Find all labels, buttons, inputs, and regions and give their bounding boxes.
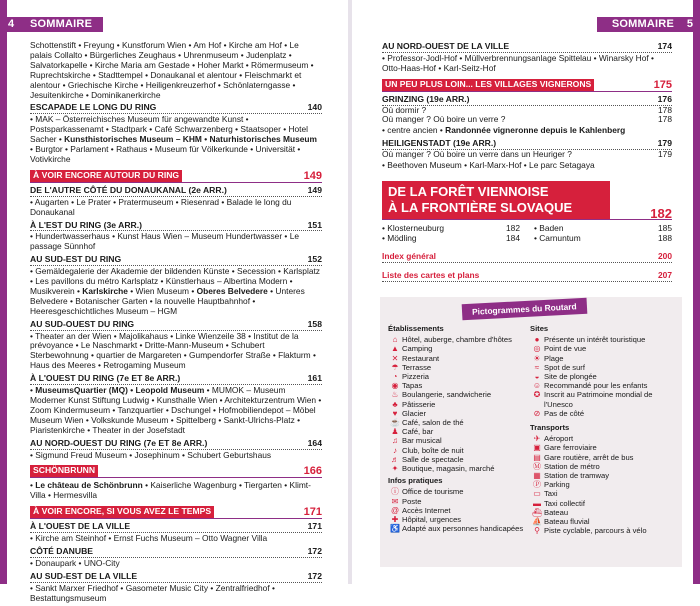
pictogram-item: [388, 487, 538, 496]
pictogram-label: Taxi: [544, 489, 558, 499]
camping-icon: ▲: [391, 344, 399, 354]
beach-icon: ☀: [533, 353, 541, 363]
pictogram-label: Club, boîte de nuit: [402, 445, 464, 455]
bakery-icon: ♨: [391, 390, 399, 400]
sites-title: Sites: [530, 324, 549, 333]
pictogram-item: [388, 372, 538, 381]
pictogram-label: Accès Internet: [402, 505, 451, 515]
pictogram-label: Pâtisserie: [402, 399, 436, 409]
pictogram-item: [530, 517, 680, 526]
toc-entry[interactable]: AU NORD-OUEST DU RING (7e ET 8e ARR.) 164: [30, 437, 322, 448]
pictogram-item: [388, 515, 538, 524]
places-list: [382, 224, 672, 244]
pizza-icon: ◔: [392, 372, 398, 382]
toc-desc: • Beethoven Museum • Karl-Marx-Hof • Le parc Setagaya: [382, 160, 595, 171]
big-section-heading[interactable]: [382, 181, 672, 220]
section-heading[interactable]: À VOIR ENCORE AUTOUR DU RING 149: [30, 170, 322, 183]
toc-entry[interactable]: À L'EST DU RING (3e ARR.) 151: [30, 219, 322, 230]
pictogram-item: [530, 462, 680, 471]
intro-text: Schottenstift • Freyung • Kunstforum Wien • Am Hof • Kirche am Hof • Le palais Collalto • Bürgerliches Zeughaus • Uhrenmuseum • Judenplatz • Salvatorkapelle • Kirche Maria am Gestade • Hoher Markt • Römermuseum • Ruprechtskirche • Stadttempel • Donaukanal et alentour • Fleischmarkt et alentour • Griechische Kirche • Heiligenkreuzerhof • Schönlaterngasse • Jesuitenkirche • Dominikanerkirche: [30, 40, 314, 100]
pictogram-label: Station de tramway: [544, 471, 609, 481]
pictogram-label: Site de plongée: [544, 372, 597, 382]
pictogram-item: [530, 489, 680, 498]
pictogram-label: Recommandé pour les enfants: [544, 381, 648, 391]
section-heading[interactable]: UN PEU PLUS LOIN... LES VILLAGES VIGNERONS 175: [382, 79, 672, 92]
pictogram-item: [530, 480, 680, 489]
pictogram-label: Bateau fluvial: [544, 517, 590, 527]
pictogram-item: [388, 506, 538, 515]
places-col-right: [534, 224, 672, 244]
restaurant-icon: ✕: [391, 353, 399, 363]
right-header-title: SOMMAIRE: [611, 18, 674, 30]
pictogram-label: Adapté aux personnes handicapées: [402, 524, 524, 534]
pictogram-label: Aéroport: [544, 434, 574, 444]
toc-entry[interactable]: AU SUD-EST DU RING 152: [30, 254, 322, 265]
toc-desc: • centre ancien • Randonnée vigneronne depuis le Kahlenberg: [382, 125, 626, 136]
right-contents: [382, 40, 672, 282]
pictogram-item: [388, 446, 538, 455]
terrace-icon: ☂: [391, 362, 399, 372]
tapas-icon: ◉: [391, 381, 399, 391]
no-visit-icon: ⊘: [533, 408, 541, 418]
pictogram-item: [530, 471, 680, 480]
left-color-band: [0, 0, 7, 584]
pictogram-label: Gare routière, arrêt de bus: [544, 452, 634, 462]
bed-icon: ⌂: [392, 335, 398, 345]
toc-entry[interactable]: AU SUD-OUEST DU RING 158: [30, 318, 322, 329]
pictogram-item: [388, 363, 538, 372]
pictogram-label: Pas de côté: [544, 408, 585, 418]
index-link[interactable]: Index général 200: [382, 250, 672, 261]
left-header: [0, 17, 103, 32]
pictogram-label: Spot de surf: [544, 362, 585, 372]
bus-icon: ▤: [533, 452, 541, 462]
section-heading[interactable]: SCHÖNBRUNN 166: [30, 465, 322, 478]
transport-title: Transports: [530, 423, 570, 433]
cafe-icon: ☕: [390, 418, 400, 428]
pictogram-item: [388, 354, 538, 363]
club-icon: ♪: [393, 445, 397, 455]
pictogram-col-left: [388, 324, 538, 533]
maps-list-link[interactable]: Liste des cartes et plans 207: [382, 269, 672, 280]
music-bar-icon: ♫: [392, 436, 398, 446]
toc-entry[interactable]: AU NORD-OUEST DE LA VILLE 174: [382, 41, 672, 51]
icecream-icon: ♥: [392, 408, 398, 418]
toc-desc: • Augarten • Le Prater • Pratermuseum • Riesenrad • Balade le long du Donaukanal: [30, 196, 292, 217]
toc-desc: • Sankt Marxer Friedhof • Gasometer Music City • Zentralfriedhof • Bestattungsmuseum: [30, 582, 275, 603]
pictogram-item: [388, 427, 538, 436]
toc-desc: • Professor-Jodl-Hof • Müllverbrennungsanlage Spittelau • Winarsky Hof • Otto-Haas-Hof • Karl-Seitz-Hof: [382, 52, 654, 73]
pictogram-item: [388, 464, 538, 473]
right-color-band: [693, 0, 700, 584]
pictogram-label: Tapas: [402, 381, 423, 391]
pictogram-item: [530, 453, 680, 462]
place-item[interactable]: • Baden 185: [534, 222, 672, 233]
toc-desc: • Donaupark • UNO-City: [30, 557, 120, 568]
taxi-icon: ▭: [533, 489, 541, 499]
left-page: [0, 0, 348, 603]
toc-entry[interactable]: AU SUD-EST DE LA VILLE 172: [30, 570, 322, 581]
shop-icon: ✦: [391, 464, 399, 474]
toc-desc: • Kirche am Steinhof • Ernst Fuchs Museum – Otto Wagner Villa: [30, 532, 268, 543]
pictogram-item: [530, 363, 680, 372]
pictogram-tab: Pictogrammes du Routard: [462, 298, 587, 321]
toc-desc: • MAK – Österreichisches Museum für angewandte Kunst • Postsparkassenamt • Stadtpark • Café Schwarzenberg • Staatsoper • Hotel Sacher • Kunsthistorisches Museum – KHM • Naturhistorisches Museum • Burgtor • Parlament • Rathaus • Museum für Völkerkunde • Universität • Votivkirche: [30, 114, 317, 164]
accessible-icon: ♿: [390, 524, 400, 534]
pictogram-label: Plage: [544, 353, 564, 363]
pictogram-item: [388, 344, 538, 353]
pictogram-label: Camping: [402, 344, 433, 354]
toc-entry[interactable]: CÔTÉ DANUBE 172: [30, 545, 322, 556]
toc-desc: • Hundertwasserhaus • Kunst Haus Wien – Museum Hundertwasser • Le passage Sünnhof: [30, 231, 300, 252]
viewpoint-icon: ◎: [533, 344, 541, 354]
pictogram-label: Boulangerie, sandwicherie: [402, 390, 492, 400]
pastry-icon: ♣: [392, 399, 398, 409]
shared-taxi-icon: ▬: [533, 498, 541, 508]
toc-desc: • Theater an der Wien • Majolikahaus • Linke Wienzeile 38 • Institut de la prévoyance • Le Naschmarkt • Dritte-Mann-Museum • Schubert Sterbewohnung • quartier de Margareten • Gumpendorfer Straße • Flakturm • Haus des Meeres • Retrogaming Museum: [30, 330, 316, 371]
airport-icon: ✈: [533, 434, 541, 444]
pictogram-item: [530, 508, 680, 517]
toc-entry[interactable]: À L'OUEST DU RING (7e ET 8e ARR.) 161: [30, 373, 322, 384]
toc-subline[interactable]: Où manger ? Où boire un verre dans un Heuriger ? 179: [382, 149, 672, 160]
bar-icon: ♟: [391, 427, 399, 437]
tourism-icon: ⓘ: [391, 487, 399, 497]
post-icon: ✉: [391, 496, 399, 506]
pictogram-label: Office de tourisme: [402, 487, 464, 497]
unesco-icon: ✪: [533, 390, 541, 400]
diving-icon: ◒: [534, 372, 540, 382]
left-contents: [30, 40, 322, 606]
pictogram-item: [388, 381, 538, 390]
pictogram-item: [530, 443, 680, 452]
tram-icon: ▦: [533, 471, 541, 481]
pictogram-label: Terrasse: [402, 362, 432, 372]
pictogram-label: Hôpital, urgences: [402, 515, 462, 525]
internet-icon: @: [390, 505, 400, 515]
river-boat-icon: ⛵: [532, 517, 542, 527]
pictogram-item: [530, 344, 680, 353]
pictogram-label: Point de vue: [544, 344, 587, 354]
toc-desc: • Sigmund Freud Museum • Josephinum • Schubert Geburtshaus: [30, 449, 272, 460]
surf-icon: ≈: [534, 362, 540, 372]
pictogram-item: [388, 436, 538, 445]
toc-entry[interactable]: ESCAPADE LE LONG DU RING 140: [30, 102, 322, 113]
train-icon: ▣: [533, 443, 541, 453]
right-header: [597, 17, 700, 32]
toc-subline[interactable]: Où manger ? Où boire un verre ? 178: [382, 114, 672, 125]
big-heading-line1: DE LA FORÊT VIENNOISE: [388, 183, 549, 199]
pictogram-label: Glacier: [402, 408, 427, 418]
pictogram-label: Restaurant: [402, 353, 440, 363]
pictogram-item: [530, 434, 680, 443]
toc-entry[interactable]: À L'OUEST DE LA VILLE 171: [30, 521, 322, 532]
pictogram-item: [388, 390, 538, 399]
big-heading-page: 182: [650, 206, 672, 222]
left-page-number: 4: [8, 18, 15, 30]
pictogram-item: [388, 455, 538, 464]
pictogram-label: Salle de spectacle: [402, 454, 464, 464]
pictogram-label: Bateau: [544, 507, 569, 517]
metro-icon: Ⓜ: [533, 461, 541, 471]
pictogram-label: Boutique, magasin, marché: [402, 464, 495, 474]
toc-subline[interactable]: Où dormir ? 178: [382, 104, 672, 115]
kids-icon: ☺: [532, 381, 542, 391]
sites-list: [530, 335, 680, 418]
concert-icon: ♬: [391, 454, 399, 464]
pictogram-item: [388, 335, 538, 344]
pictogram-item: [388, 409, 538, 418]
info-title: Infos pratiques: [388, 476, 443, 486]
toc-entry[interactable]: GRINZING (19e ARR.) 176: [382, 93, 672, 104]
pictogram-label: Hôtel, auberge, chambre d'hôtes: [402, 335, 512, 345]
toc-desc: • Le château de Schönbrunn • Kaiserliche Wagenburg • Tiergarten • Klimt-Villa • Hermesvilla: [30, 480, 311, 501]
info-list: [388, 487, 538, 533]
section-heading[interactable]: À VOIR ENCORE, SI VOUS AVEZ LE TEMPS 171: [30, 506, 322, 519]
pictogram-label: Présente un intérêt touristique: [544, 335, 646, 345]
pictogram-item: [388, 418, 538, 427]
big-heading-line2: À LA FRONTIÈRE SLOVAQUE: [388, 199, 573, 215]
pictogram-col-right: [530, 324, 680, 535]
pictogram-label: Poste: [402, 496, 422, 506]
pictogram-item: [530, 335, 680, 344]
toc-desc: • Gemäldegalerie der Akademie der bildenden Künste • Secession • Karlsplatz • Les pavillons du métro Karlsplatz • Künstlerhaus – Albertina Modern • Musikverein • Karlskirche • Wien Museum • Oberes Belvedere • Unteres Belvedere • Botanischer Garten • la nouvelle Hauptbahnhof • Heeresgeschichtliches Museum – HGM: [30, 266, 320, 316]
toc-desc: • MuseumsQuartier (MQ) • Leopold Museum • MUMOK – Museum Moderner Kunst Stiftung Ludwig • Kunsthalle Wien • Architekturzentrum Wien • Zoom Kindermuseum • Tanzquartier • Dschungel • Hofmobiliendepot – Möbel Museum Wien • Volkskunde Museum • Spittelberg • Sankt-Ulrichs-Platz • Piaristenkirche • Theater in der Josefstadt: [30, 385, 322, 435]
pictogram-item: [530, 409, 680, 418]
pictogram-item: [530, 372, 680, 381]
pictogram-label: Station de métro: [544, 461, 600, 471]
parking-icon: Ⓟ: [533, 480, 541, 490]
left-header-title: SOMMAIRE: [30, 18, 93, 30]
pictogram-label: Café, salon de thé: [402, 418, 464, 428]
pictogram-item: [530, 499, 680, 508]
pictogram-item: [530, 526, 680, 535]
place-item[interactable]: • Carnuntum 188: [534, 232, 672, 243]
hospital-icon: ✚: [391, 515, 399, 525]
pictogram-label: Parking: [544, 480, 570, 490]
pictogram-label: Bar musical: [402, 436, 442, 446]
pictogram-label: Pizzeria: [402, 372, 430, 382]
pictogram-label: Piste cyclable, parcours à vélo: [544, 526, 647, 536]
pictogram-label: Café, bar: [402, 427, 434, 437]
etab-list: [388, 335, 538, 473]
toc-entry[interactable]: DE L'AUTRE CÔTÉ DU DONAUKANAL (2e ARR.) 149: [30, 184, 322, 195]
place-item[interactable]: • Klosterneuburg 182: [382, 222, 520, 233]
toc-entry[interactable]: HEILIGENSTADT (19e ARR.) 179: [382, 138, 672, 149]
pictogram-label: Gare ferroviaire: [544, 443, 597, 453]
pictogram-item: [530, 390, 680, 408]
transport-list: [530, 434, 680, 535]
right-page-number: 5: [686, 18, 693, 30]
pictogram-item: [388, 400, 538, 409]
places-col-left: [382, 224, 520, 244]
pictogram-item: [388, 524, 538, 533]
pictogram-item: [388, 497, 538, 506]
pictogram-item: [530, 354, 680, 363]
pictogram-label: Inscrit au Patrimoine mondial de l'Unesco: [544, 390, 653, 409]
pictogram-label: Taxi collectif: [544, 498, 585, 508]
interest-icon: ●: [534, 335, 540, 345]
place-item[interactable]: • Mödling 184: [382, 232, 520, 243]
bike-icon: ⚲: [534, 526, 540, 536]
pictogram-item: [530, 381, 680, 390]
boat-icon: ⛴: [531, 507, 543, 517]
etab-title: Établissements: [388, 324, 444, 333]
